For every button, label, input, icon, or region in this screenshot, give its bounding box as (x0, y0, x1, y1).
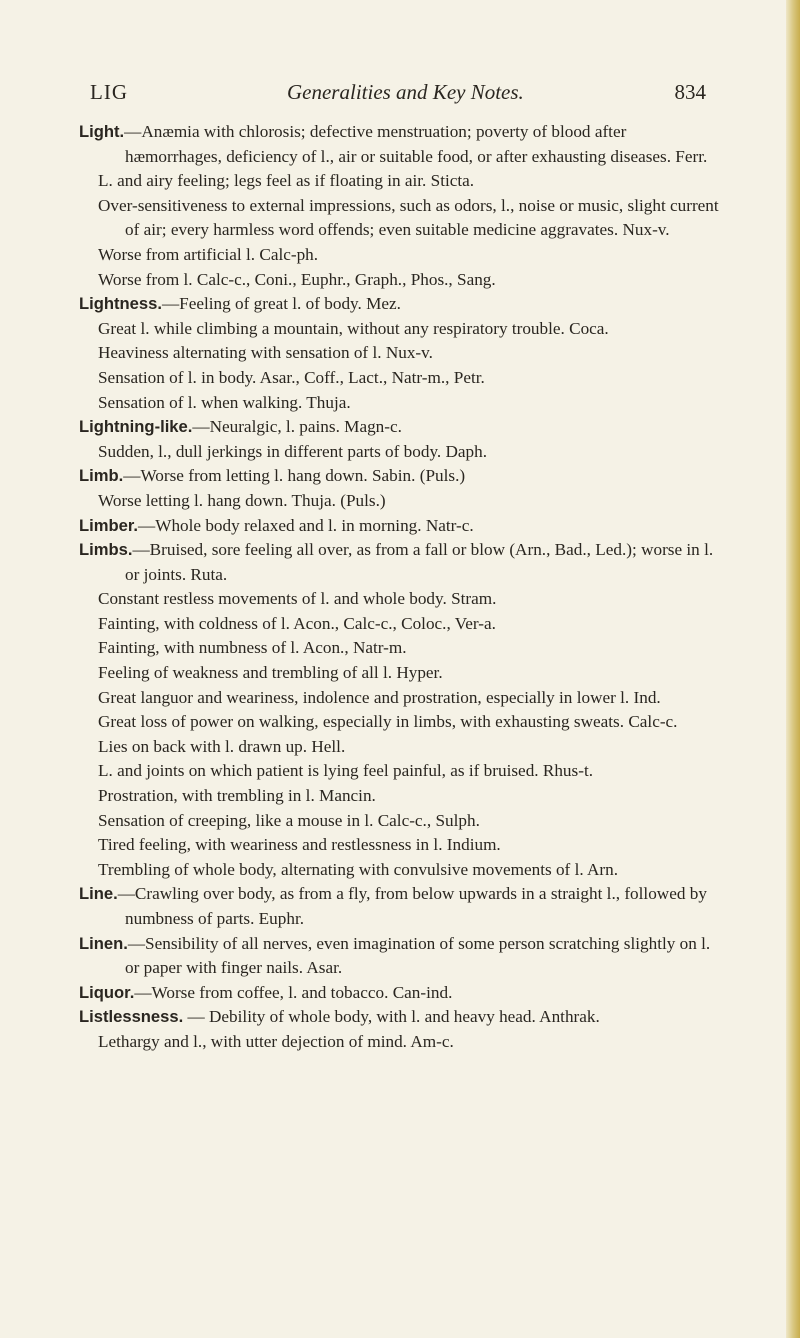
headword: Lightning-like. (79, 417, 193, 437)
entry-text: —Anæmia with chlorosis; defective menstruation; poverty of blood after hæmorrhages, deficiency of l., air or suitable food, or after exhausting diseases. Ferr. (124, 122, 708, 166)
headword: Light. (79, 122, 125, 141)
entry-text: —Worse from coffee, l. and tobacco. Can-ind. (134, 982, 453, 1002)
headword: Limber. (79, 515, 139, 535)
entry-lightness (79, 292, 719, 317)
sub-entry: Tired feeling, with weariness and restlessness in l. Indium. (98, 835, 501, 855)
sub-entry: L. and joints on which patient is lying feel painful, as if bruised. Rhus-t. (98, 761, 594, 781)
headword: Limb. (79, 466, 124, 486)
sub-entry: Lethargy and l., with utter dejection of mind. Am-c. (98, 1031, 454, 1051)
entry-list (79, 120, 719, 1055)
sub-entry: Great loss of power on walking, especially in limbs, with exhausting sweats. Calc-c. (98, 712, 678, 732)
entry-text: —Bruised, sore feeling all over, as from a fall or blow (Arn., Bad., Led.); worse in l. or joints. Ruta. (125, 540, 714, 584)
entry-linen (79, 932, 719, 981)
header-guide-word: LIG (90, 80, 128, 104)
headword: Limbs. (79, 540, 133, 560)
sub-entry: Great languor and weariness, indolence and prostration, especially in lower l. Ind. (98, 687, 661, 707)
entry-listlessness (79, 1005, 719, 1030)
sub-entry: Heaviness alternating with sensation of l. Nux-v. (98, 343, 433, 363)
sub-entry: Fainting, with numbness of l. Acon., Natr-m. (98, 638, 407, 658)
page-number: 834 (674, 80, 706, 104)
entry-line (79, 882, 719, 931)
running-header (90, 80, 706, 108)
entry-text: —Neuralgic, l. pains. Magn-c. (192, 417, 402, 437)
entry-text: —Worse from letting l. hang down. Sabin. (Puls.) (123, 466, 466, 486)
headword: Listlessness. (79, 1007, 184, 1027)
headword: Linen. (79, 933, 128, 953)
sub-entry: Sensation of creeping, like a mouse in l. Calc-c., Sulph. (98, 810, 480, 830)
entry-text: — Debility of whole body, with l. and heavy head. Anthrak. (183, 1007, 600, 1027)
sub-entry: Sensation of l. when walking. Thuja. (98, 392, 351, 412)
sub-entry: Prostration, with trembling in l. Mancin. (98, 786, 376, 806)
entry-liquor (79, 981, 719, 1006)
sub-entry: Worse from l. Calc-c., Coni., Euphr., Graph., Phos., Sang. (98, 269, 496, 289)
page-edge (786, 0, 800, 1338)
sub-entry: Great l. while climbing a mountain, without any respiratory trouble. Coca. (98, 318, 609, 338)
sub-entry: Fainting, with coldness of l. Acon., Calc-c., Coloc., Ver-a. (98, 613, 496, 633)
entry-limbs (79, 538, 719, 587)
entry-text: —Sensibility of all nerves, even imagination of some person scratching slightly on l. or paper with finger nails. Asar. (125, 933, 711, 978)
entry-limber (79, 514, 719, 539)
headword: Line. (79, 884, 118, 904)
entry-limb (79, 464, 719, 489)
sub-entry: Lies on back with l. drawn up. Hell. (98, 736, 346, 756)
headword: Liquor. (79, 982, 135, 1002)
entry-light (79, 120, 719, 169)
entry-text: —Whole body relaxed and l. in morning. Natr-c. (138, 515, 474, 535)
header-title: Generalities and Key Notes. (287, 80, 524, 104)
entry-lightning-like (79, 415, 719, 440)
sub-entry: Over-sensitiveness to external impressions, such as odors, l., noise or music, slight current of air; every harmless word offends; even suitable medicine aggravates. Nux-v. (98, 195, 719, 240)
sub-entry: Sensation of l. in body. Asar., Coff., Lact., Natr-m., Petr. (98, 367, 485, 387)
headword: Lightness. (79, 294, 162, 314)
sub-entry: Feeling of weakness and trembling of all l. Hyper. (98, 663, 443, 683)
sub-entry: Sudden, l., dull jerkings in different parts of body. Daph. (98, 441, 488, 461)
sub-entry: L. and airy feeling; legs feel as if floating in air. Sticta. (98, 171, 475, 191)
sub-entry: Constant restless movements of l. and whole body. Stram. (98, 589, 497, 609)
entry-text: —Crawling over body, as from a fly, from below upwards in a straight l., followed by numbness of parts. Euphr. (117, 884, 707, 928)
sub-entry: Worse from artificial l. Calc-ph. (98, 244, 319, 264)
entry-text: —Feeling of great l. of body. Mez. (161, 294, 401, 314)
sub-entry: Worse letting l. hang down. Thuja. (Puls.) (98, 490, 386, 510)
sub-entry: Trembling of whole body, alternating with convulsive movements of l. Arn. (98, 859, 619, 879)
